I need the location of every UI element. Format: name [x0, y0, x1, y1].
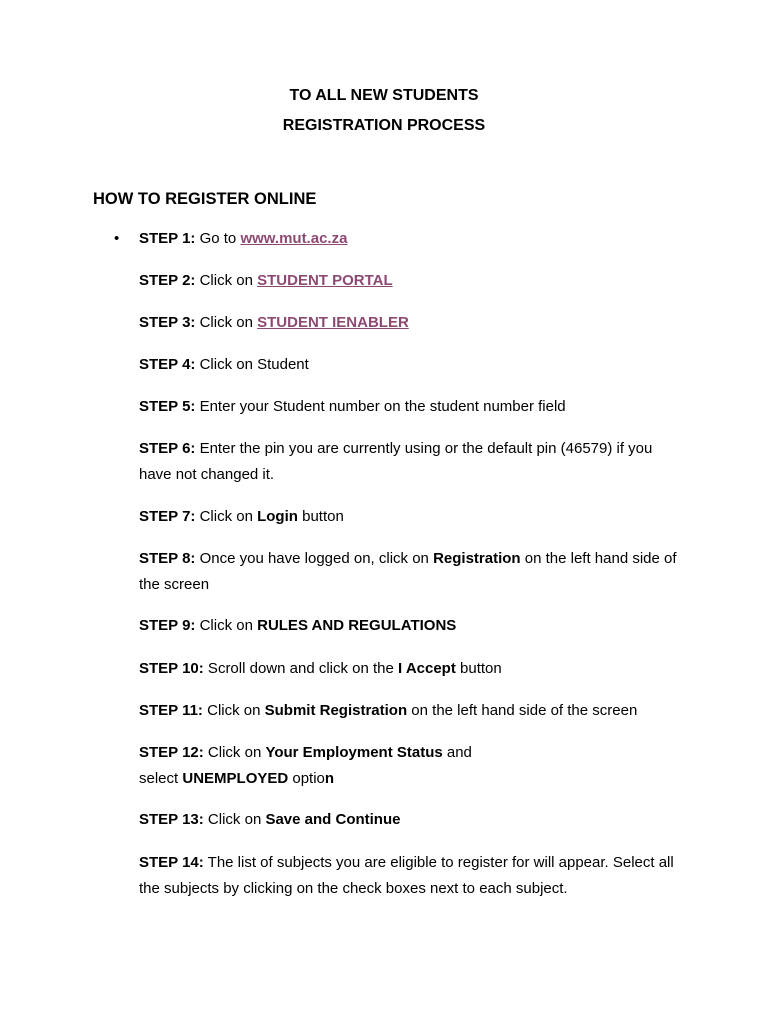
- step-7: [139, 504, 684, 530]
- step-text: on the left hand side of the screen: [139, 550, 677, 593]
- step-label: STEP 2:: [139, 272, 196, 289]
- step-text: Click on: [203, 744, 266, 761]
- step-emphasis: Submit Registration: [264, 702, 408, 719]
- step-6: [139, 436, 684, 487]
- step-text: Click on: [195, 508, 258, 525]
- step-text: Click on: [195, 272, 258, 289]
- step-label: STEP 13:: [139, 811, 204, 828]
- step-text: Click on: [202, 702, 265, 719]
- step-emphasis: UNEMPLOYED: [182, 769, 289, 787]
- step-label: STEP 6:: [139, 440, 196, 457]
- step-12: [139, 740, 684, 791]
- step-1: [139, 226, 684, 252]
- student-ienabler-link[interactable]: STUDENT IENABLER: [257, 314, 409, 331]
- step-text: select: [139, 769, 183, 787]
- step-text: Click on: [203, 811, 266, 828]
- document-title: TO ALL NEW STUDENTS: [289, 87, 479, 104]
- step-text: optio: [288, 769, 325, 787]
- step-text: Click on: [195, 314, 258, 331]
- step-label: STEP 1:: [139, 230, 196, 247]
- step-text: Click on: [195, 617, 258, 634]
- step-emphasis: RULES AND REGULATIONS: [257, 617, 457, 634]
- step-emphasis: Login: [257, 508, 298, 525]
- step-text: Click on Student: [195, 356, 309, 373]
- list-bullet: •: [114, 230, 120, 247]
- step-label: STEP 7:: [139, 508, 196, 525]
- step-label: STEP 10:: [139, 660, 204, 677]
- step-8: [139, 546, 684, 597]
- step-label: STEP 3:: [139, 314, 196, 331]
- step-label: STEP 5:: [139, 398, 196, 415]
- step-text: button: [297, 508, 344, 525]
- step-label: STEP 4:: [139, 356, 196, 373]
- step-4: [139, 352, 684, 378]
- student-portal-link[interactable]: STUDENT PORTAL: [257, 272, 393, 289]
- step-label: STEP 11:: [139, 702, 203, 719]
- step-13: [139, 807, 684, 833]
- step-text: The list of subjects you are eligible to register for will appear. Select all the subjects by clicking on the check boxes next to each subject.: [139, 854, 674, 897]
- step-label: STEP 9:: [139, 617, 196, 634]
- step-label: STEP 8:: [139, 550, 196, 567]
- step-emphasis: n: [324, 769, 335, 787]
- website-link[interactable]: www.mut.ac.za: [240, 230, 348, 247]
- step-label: STEP 12:: [139, 744, 204, 761]
- step-text: and: [442, 744, 472, 761]
- section-heading: HOW TO REGISTER ONLINE: [93, 190, 317, 208]
- step-2: [139, 268, 684, 294]
- step-emphasis: Registration: [433, 550, 521, 567]
- step-9: [139, 613, 684, 639]
- step-emphasis: Your Employment Status: [265, 744, 443, 761]
- step-emphasis: Save and Continue: [265, 811, 401, 828]
- step-3: [139, 310, 684, 336]
- step-label: STEP 14:: [139, 854, 204, 871]
- step-text: button: [455, 660, 502, 677]
- step-11: [139, 698, 684, 724]
- step-14: [139, 850, 684, 901]
- step-text: on the left hand side of the screen: [407, 702, 638, 719]
- step-text: Scroll down and click on the: [203, 660, 399, 677]
- step-text: Go to: [195, 230, 241, 247]
- step-text: Enter your Student number on the student number field: [195, 398, 566, 415]
- step-5: [139, 394, 684, 420]
- step-text: Enter the pin you are currently using or the default pin (46579) if you have not changed it.: [139, 440, 653, 483]
- step-emphasis: I Accept: [398, 660, 456, 677]
- document-subtitle: REGISTRATION PROCESS: [282, 117, 486, 134]
- step-text: Once you have logged on, click on: [195, 550, 434, 567]
- step-10: [139, 656, 684, 682]
